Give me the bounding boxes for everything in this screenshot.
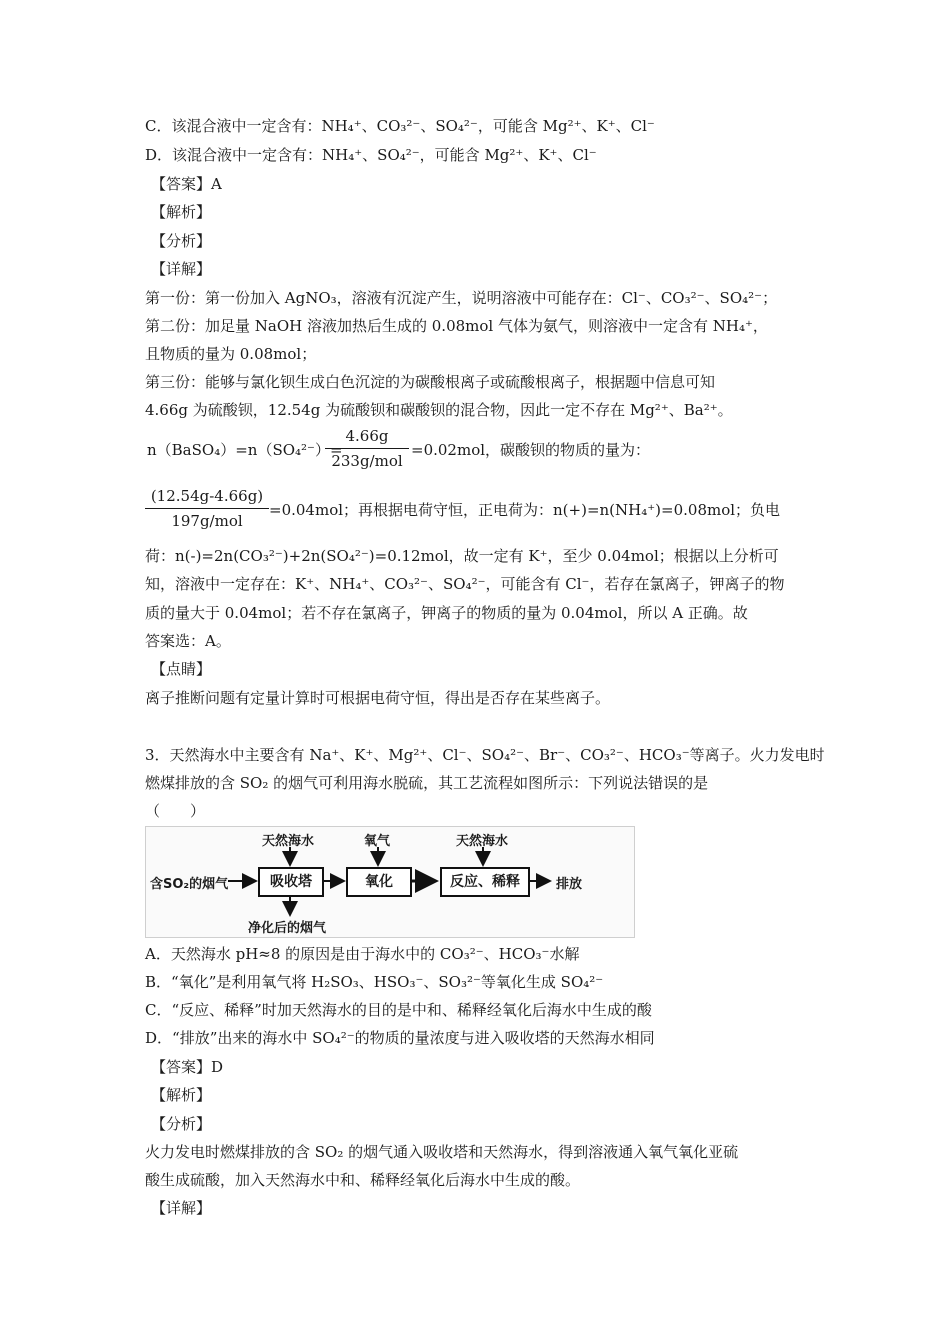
label-clean-gas: 净化后的烟气 [248, 921, 327, 936]
q3-fenxi-line-2: 酸生成硫酸，加入天然海水中和、稀释经氧化后海水中生成的酸。 [145, 1171, 581, 1189]
q3-option-a: A．天然海水 pH≈8 的原因是由于海水中的 CO₃²⁻、HCO₃⁻水解 [145, 945, 580, 963]
prev-detail-line-7: 知，溶液中一定存在：K⁺、NH₄⁺、CO₃²⁻、SO₄²⁻，可能含有 Cl⁻，若存在氯离子，钾离子的物 [145, 575, 785, 593]
prev-detail-line-1: 第一份：第一份加入 AgNO₃，溶液有沉淀产生，说明溶液中可能存在：Cl⁻、CO₃²⁻、SO₄²⁻； [145, 289, 778, 307]
formula-baco3 [145, 486, 825, 530]
prev-answer: 【答案】A [151, 175, 222, 193]
prev-detail-line-8: 质的量大于 0.04mol；若不存在氯离子，钾离子的物质的量为 0.04mol，所以 A 正确。故 [145, 604, 748, 622]
prev-option-d: D．该混合液中一定含有：NH₄⁺、SO₄²⁻，可能含 Mg²⁺、K⁺、Cl⁻ [145, 146, 597, 164]
q3-fenxi-label: 【分析】 [151, 1115, 212, 1133]
prev-detail-line-3: 且物质的量为 0.08mol； [145, 345, 317, 363]
q3-option-b: B．“氧化”是利用氧气将 H₂SO₃、HSO₃⁻、SO₃²⁻等氧化生成 SO₄²⁻ [145, 973, 604, 991]
formula-1-fraction [325, 426, 409, 471]
formula-1-left: n（BaSO₄）=n（SO₄²⁻）= [147, 441, 343, 459]
prev-xiangjie-label: 【详解】 [151, 260, 212, 278]
label-seawater-1: 天然海水 [262, 834, 315, 849]
label-discharge: 排放 [556, 877, 583, 892]
formula-1-denominator: 233g/mol [331, 452, 403, 470]
prev-analysis-label: 【解析】 [151, 203, 212, 221]
prev-detail-line-6: 荷：n(-)=2n(CO₃²⁻)+2n(SO₄²⁻)=0.12mol，故一定有 K⁺，至少 0.04mol；根据以上分析可 [145, 547, 779, 565]
q3-stem-line-2: 燃煤排放的含 SO₂ 的烟气可利用海水脱硫，其工艺流程如图所示：下列说法错误的是 [145, 774, 709, 792]
q3-option-c: C．“反应、稀释”时加天然海水的目的是中和、稀释经氧化后海水中生成的酸 [145, 1001, 652, 1019]
label-oxygen: 氧气 [364, 834, 391, 849]
formula-2-right: =0.04mol；再根据电荷守恒，正电荷为：n(+)=n(NH₄⁺)=0.08mol；负电 [269, 501, 781, 519]
q3-fenxi-line-1: 火力发电时燃煤排放的含 SO₂ 的烟气通入吸收塔和天然海水，得到溶液通入氧气氧化亚硫 [145, 1143, 739, 1161]
q3-analysis-label: 【解析】 [151, 1086, 212, 1104]
label-seawater-2: 天然海水 [456, 834, 509, 849]
prev-option-c: C．该混合液中一定含有：NH₄⁺、CO₃²⁻、SO₄²⁻，可能含 Mg²⁺、K⁺、Cl⁻ [145, 117, 655, 135]
prev-detail-line-5: 4.66g 为硫酸钡，12.54g 为硫酸钡和碳酸钡的混合物，因此一定不存在 Mg²⁺、Ba²⁺。 [145, 401, 733, 419]
q3-answer: 【答案】D [151, 1058, 224, 1076]
formula-1-right: =0.02mol，碳酸钡的物质的量为： [411, 441, 651, 459]
box-reaction-dilution: 反应、稀释 [440, 867, 530, 897]
box-absorption-tower: 吸收塔 [258, 867, 324, 897]
prev-detail-line-9: 答案选：A。 [145, 632, 231, 650]
formula-baso4 [145, 426, 825, 470]
prev-detail-line-2: 第二份：加足量 NaOH 溶液加热后生成的 0.08mol 气体为氨气，则溶液中一定含有 NH₄⁺， [145, 317, 768, 335]
prev-fenxi-label: 【分析】 [151, 232, 212, 250]
q3-stem-line-1: 3．天然海水中主要含有 Na⁺、K⁺、Mg²⁺、Cl⁻、SO₄²⁻、Br⁻、CO₃²⁻、HCO₃⁻等离子。火力发电时 [145, 746, 825, 764]
formula-1-numerator: 4.66g [345, 427, 389, 445]
prev-detail-line-4: 第三份：能够与氯化钡生成白色沉淀的为碳酸根离子或硫酸根离子，根据题中信息可知 [145, 373, 716, 391]
q3-xiangjie-label: 【详解】 [151, 1199, 212, 1217]
prev-dianjing-text: 离子推断问题有定量计算时可根据电荷守恒，得出是否存在某些离子。 [145, 689, 611, 707]
box-oxidation: 氧化 [346, 867, 412, 897]
q3-option-d: D．“排放”出来的海水中 SO₄²⁻的物质的量浓度与进入吸收塔的天然海水相同 [145, 1029, 655, 1047]
formula-2-denominator: 197g/mol [171, 512, 243, 530]
flow-diagram [145, 826, 635, 938]
prev-dianjing-label: 【点睛】 [151, 660, 212, 678]
formula-2-fraction [145, 486, 269, 531]
q3-stem-line-3: （ ） [145, 802, 206, 820]
formula-2-numerator: (12.54g-4.66g) [150, 487, 264, 505]
label-input-gas: 含SO₂的烟气 [150, 877, 229, 892]
